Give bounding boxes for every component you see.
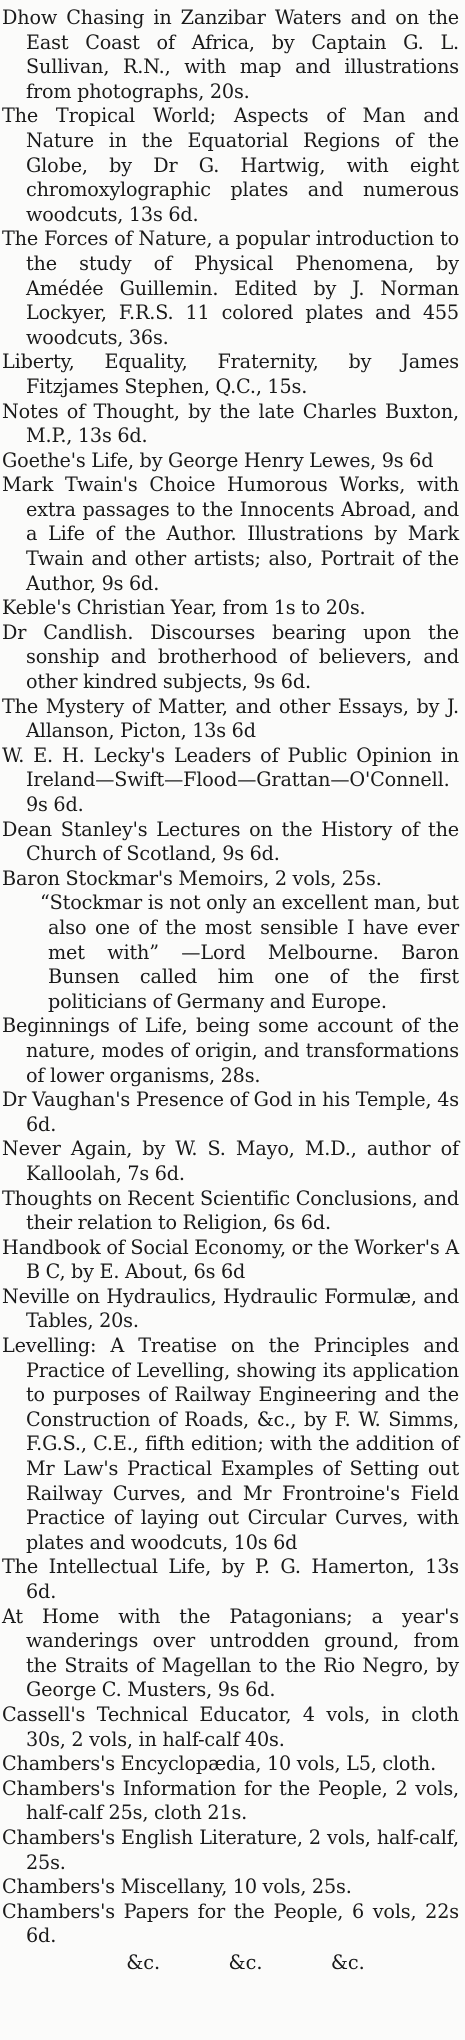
book-entry: Neville on Hydraulics, Hydraulic Formulæ, and Tables, 20s. [2,1284,459,1333]
book-entry: The Intellectual Life, by P. G. Hamerton, 13s 6d. [2,1555,459,1603]
book-entry: Thoughts on Recent Scientific Conclusions, and their relation to Religion, 6s 6d. [2,1186,459,1235]
etc-mark: &c. [330,1950,365,1974]
book-entry: Beginnings of Life, being some account of the nature, modes of origin, and transformations of lower organisms, 28s. [2,1014,459,1087]
book-entry: Dhow Chasing in Zanzibar Waters and on the East Coast of Africa, by Captain G. L. Sullivan, R.N., with map and illustrations from photographs, 20s. [2,6,459,103]
etc-footer [2,1951,459,1976]
book-entry: Chambers's Information for the People, 2 vols, half-calf 25s, cloth 21s. [2,1776,459,1825]
book-entry: Dr Vaughan's Presence of God in his Temple, 4s 6d. [2,1088,459,1136]
book-entry: Chambers's Miscellany, 10 vols, 25s. [2,1875,352,1899]
book-entry: At Home with the Patagonians; a year's wanderings over untrodden ground, from the Straits of Magellan to the Rio Negro, by George C. Musters, 9s 6d. [2,1604,459,1702]
book-entry: Keble's Christian Year, from 1s to 20s. [2,596,366,620]
book-entry: Chambers's English Literature, 2 vols, half-calf, 25s. [2,1825,459,1874]
book-entry: Baron Stockmar's Memoirs, 2 vols, 25s. [2,866,382,890]
book-entry: Goethe's Life, by George Henry Lewes, 9s 6d [2,448,434,472]
book-entry: The Tropical World; Aspects of Man and Nature in the Equatorial Regions of the Globe, by Dr G. Hartwig, with eight chromoxylographic plates and numerous woodcuts, 13s 6d. [2,104,459,226]
book-entry: Levelling: A Treatise on the Principles and Practice of Levelling, showing its application to purposes of Railway Engineering and the Construction of Roads, &c., by F. W. Simms, F.G.S., C.E., fifth edition; with the addition of Mr Law's Practical Examples of Setting out Railway Curves, and Mr Frontroine's Field Practice of laying out Circular Curves, with plates and woodcuts, 10s 6d [2,1334,459,1554]
etc-mark: &c. [228,1950,263,1974]
stockmar-quote: “Stockmar is not only an excellent man, but also one of the most sensible I have ever met with” —Lord Melbourne. Baron Bunsen called him one of the first politicians of Germany and Europe. [40,891,459,1013]
book-entry: Mark Twain's Choice Humorous Works, with extra passages to the Innocents Abroad, and a Life of the Author. Illustrations by Mark Twain and other artists; also, Portrait of the Author, 9s 6d. [2,473,459,595]
book-entry: Dean Stanley's Lectures on the History of the Church of Scotland, 9s 6d. [2,817,459,866]
etc-mark: &c. [126,1950,161,1974]
book-entry: The Forces of Nature, a popular introduction to the study of Physical Phenomena, by Amédée Guillemin. Edited by J. Norman Lockyer, F.R.S. 11 colored plates and 455 woodcuts, 36s. [2,227,459,349]
book-entry: Cassell's Technical Educator, 4 vols, in cloth 30s, 2 vols, in half-calf 40s. [2,1702,459,1751]
book-entry: Never Again, by W. S. Mayo, M.D., author of Kalloolah, 7s 6d. [2,1137,459,1185]
book-entry: Chambers's Papers for the People, 6 vols, 22s 6d. [2,1899,459,1948]
book-entry: Liberty, Equality, Fraternity, by James Fitzjames Stephen, Q.C., 15s. [2,350,459,398]
book-entry: Chambers's Encyclopædia, 10 vols, L5, cloth. [2,1752,437,1776]
book-entry: The Mystery of Matter, and other Essays, by J. Allanson, Picton, 13s 6d [2,694,459,743]
book-entry: Dr Candlish. Discourses bearing upon the sonship and brotherhood of believers, and other kindred subjects, 9s 6d. [2,620,459,694]
book-entry: W. E. H. Lecky's Leaders of Public Opinion in Ireland—Swift—Flood—Grattan—O'Connell. 9s 6d. [2,743,459,816]
book-entry: Notes of Thought, by the late Charles Buxton, M.P., 13s 6d. [2,399,459,448]
book-entry: Handbook of Social Economy, or the Worker's A B C, by E. About, 6s 6d [2,1235,459,1284]
